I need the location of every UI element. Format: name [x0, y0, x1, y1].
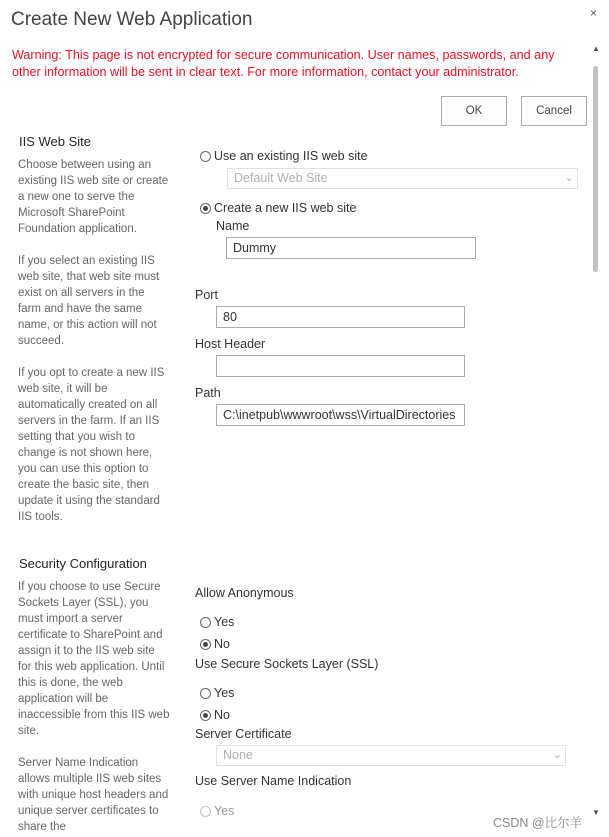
create-new-iis-radio[interactable] [200, 201, 356, 215]
sni-yes-radio[interactable] [200, 804, 234, 818]
server-certificate-select[interactable] [216, 745, 566, 766]
existing-site-value: Default Web Site [234, 171, 328, 185]
use-existing-iis-radio[interactable] [200, 149, 368, 163]
close-icon[interactable]: × [590, 6, 598, 20]
anonymous-no-label: No [214, 637, 230, 651]
scroll-down-icon[interactable]: ▼ [592, 808, 600, 817]
ssl-no-radio[interactable] [200, 708, 230, 722]
sni-yes-label: Yes [214, 804, 235, 818]
name-label: Name [216, 219, 250, 233]
radio-button[interactable] [200, 710, 211, 721]
port-input[interactable]: 80 [216, 306, 465, 328]
host-header-label: Host Header [195, 337, 266, 351]
allow-anonymous-label: Allow Anonymous [195, 586, 294, 600]
security-description-2: Server Name Indication allows multiple IIS web sites with unique host headers and unique server certificates to share the [18, 757, 169, 833]
ok-button[interactable]: OK [441, 96, 507, 126]
anonymous-no-radio[interactable] [200, 637, 230, 651]
anonymous-yes-radio[interactable] [200, 615, 234, 629]
radio-button[interactable] [200, 806, 211, 817]
host-header-input[interactable] [216, 355, 465, 377]
anonymous-yes-label: Yes [214, 615, 235, 629]
radio-button[interactable] [200, 203, 211, 214]
ssl-no-label: No [214, 708, 230, 722]
scrollbar-thumb[interactable] [593, 66, 598, 272]
create-new-iis-label: Create a new IIS web site [214, 201, 357, 215]
iis-description-1: Choose between using an existing IIS web site or create a new one to serve the Microsoft SharePoint Foundation application. [18, 159, 169, 235]
path-input[interactable]: C:\inetpub\wwwroot\wss\VirtualDirectories [216, 404, 465, 426]
use-existing-iis-label: Use an existing IIS web site [214, 149, 368, 163]
name-input[interactable]: Dummy [226, 237, 476, 259]
security-warning: Warning: This page is not encrypted for secure communication. User names, passwords, and any other information will be sent in clear text. For more information, contact your administrator. [12, 48, 555, 79]
radio-button[interactable] [200, 639, 211, 650]
server-certificate-value: None [223, 748, 253, 762]
security-section-title: Security Configuration [19, 556, 147, 571]
chevron-down-icon: ⌄ [564, 172, 574, 184]
sni-label: Use Server Name Indication [195, 774, 352, 788]
scroll-up-icon[interactable]: ▲ [592, 44, 600, 53]
ssl-yes-radio[interactable] [200, 686, 234, 700]
radio-button[interactable] [200, 688, 211, 699]
iis-description-2: If you select an existing IIS web site, that web site must exist on all servers in the farm and have the same name, or this action will not succeed. [18, 255, 160, 347]
chevron-down-icon: ⌄ [552, 749, 562, 761]
ssl-label: Use Secure Sockets Layer (SSL) [195, 657, 379, 671]
cancel-button[interactable]: Cancel [521, 96, 587, 126]
iis-section-title: IIS Web Site [19, 134, 92, 149]
path-label: Path [195, 386, 221, 400]
watermark: CSDN @比尔羊 [493, 816, 583, 830]
iis-description-3: If you opt to create a new IIS web site, it will be automatically created on all servers in the farm. If an IIS setting that you wish to change is not shown here, you can use this option to create the basic site, then update it using the standard IIS tools. [18, 367, 165, 523]
existing-site-select[interactable] [227, 168, 578, 189]
server-certificate-label: Server Certificate [195, 727, 292, 741]
ssl-yes-label: Yes [214, 686, 235, 700]
vertical-scrollbar[interactable] [590, 44, 602, 834]
radio-button[interactable] [200, 617, 211, 628]
port-label: Port [195, 288, 218, 302]
dialog-title: Create New Web Application [11, 9, 253, 30]
security-description-1: If you choose to use Secure Sockets Layer (SSL), you must import a server certificate to SharePoint and assign it to the IIS web site for this web application. Until this is done, the web application will be inaccessible from this IIS web site. [18, 581, 170, 737]
radio-button[interactable] [200, 151, 211, 162]
